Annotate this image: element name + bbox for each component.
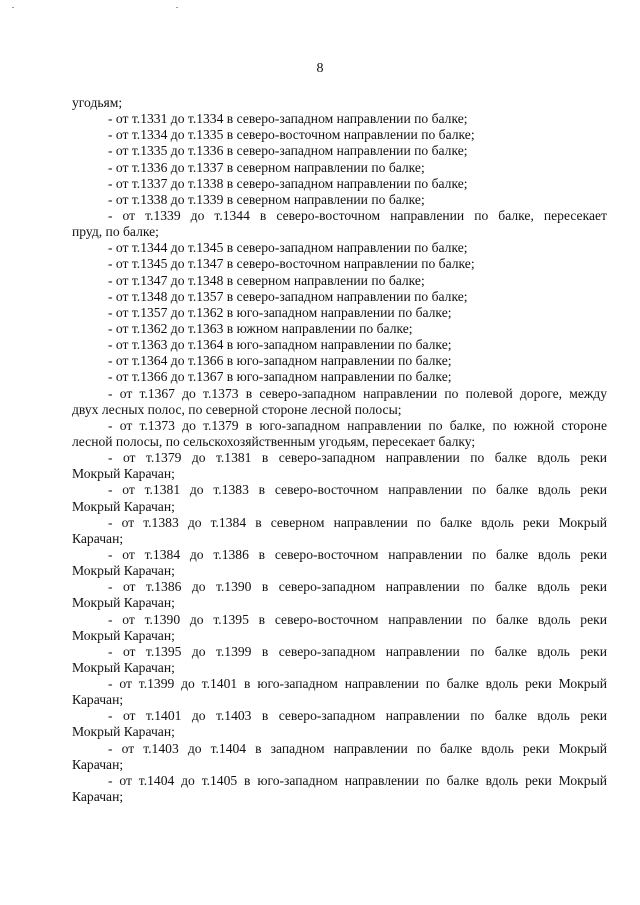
text-line: Карачан; bbox=[72, 756, 124, 772]
page-number: 8 bbox=[316, 61, 324, 76]
text-line: Карачан; bbox=[72, 530, 124, 546]
text-line: - от т.1399 до т.1401 в юго-западном направлении по балке вдоль реки Мокрый bbox=[108, 676, 607, 692]
text-line: - от т.1357 до т.1362 в юго-западном направлении по балке; bbox=[108, 304, 452, 320]
text-line: - от т.1344 до т.1345 в северо-западном направлении по балке; bbox=[108, 240, 468, 256]
text-line: - от т.1403 до т.1404 в западном направлении по балке вдоль реки Мокрый bbox=[108, 740, 607, 756]
text-line: - от т.1331 до т.1334 в северо-западном направлении по балке; bbox=[108, 111, 468, 127]
text-line: - от т.1335 до т.1336 в северо-западном направлении по балке; bbox=[108, 143, 468, 159]
text-line: Мокрый Карачан; bbox=[72, 724, 175, 740]
text-line: пруд, по балке; bbox=[72, 224, 159, 240]
text-line: - от т.1338 до т.1339 в северном направлении по балке; bbox=[108, 191, 425, 207]
text-line: Карачан; bbox=[72, 789, 124, 805]
document-body bbox=[72, 95, 607, 805]
text-line: - от т.1381 до т.1383 в северо-восточном направлении по балке вдоль реки bbox=[108, 482, 607, 498]
text-line: - от т.1390 до т.1395 в северо-восточном направлении по балке вдоль реки bbox=[108, 611, 607, 627]
text-line: Мокрый Карачан; bbox=[72, 659, 175, 675]
text-line: Мокрый Карачан; bbox=[72, 627, 175, 643]
text-line: - от т.1404 до т.1405 в юго-западном направлении по балке вдоль реки Мокрый bbox=[108, 772, 607, 788]
text-line: - от т.1379 до т.1381 в северо-западном направлении по балке вдоль реки bbox=[108, 450, 607, 466]
text-line: - от т.1362 до т.1363 в южном направлении по балке; bbox=[108, 320, 413, 336]
text-line: - от т.1364 до т.1366 в юго-западном направлении по балке; bbox=[108, 353, 452, 369]
text-line: лесной полосы, по сельскохозяйственным угодьям, пересекает балку; bbox=[72, 433, 476, 449]
text-line: - от т.1386 до т.1390 в северо-западном направлении по балке вдоль реки bbox=[108, 579, 607, 595]
text-line: - от т.1367 до т.1373 в северо-западном направлении по полевой дороге, между bbox=[108, 385, 607, 401]
text-line: Мокрый Карачан; bbox=[72, 498, 175, 514]
text-line: - от т.1401 до т.1403 в северо-западном направлении по балке вдоль реки bbox=[108, 708, 607, 724]
text-line: - от т.1348 до т.1357 в северо-западном направлении по балке; bbox=[108, 288, 468, 304]
text-line: - от т.1383 до т.1384 в северном направлении по балке вдоль реки Мокрый bbox=[108, 514, 607, 530]
text-line: - от т.1366 до т.1367 в юго-западном направлении по балке; bbox=[108, 369, 452, 385]
text-line: - от т.1345 до т.1347 в северо-восточном направлении по балке; bbox=[108, 256, 475, 272]
text-line: Мокрый Карачан; bbox=[72, 595, 175, 611]
scan-mark bbox=[176, 7, 178, 8]
text-line: - от т.1384 до т.1386 в северо-восточном направлении по балке вдоль реки bbox=[108, 546, 607, 562]
text-line: - от т.1339 до т.1344 в северо-восточном направлении по балке, пересекает bbox=[108, 207, 607, 223]
text-line: Мокрый Карачан; bbox=[72, 466, 175, 482]
text-line: Карачан; bbox=[72, 692, 124, 708]
text-line: - от т.1373 до т.1379 в юго-западном направлении по балке, по южной стороне bbox=[108, 417, 607, 433]
text-line: - от т.1334 до т.1335 в северо-восточном направлении по балке; bbox=[108, 127, 475, 143]
text-line: Мокрый Карачан; bbox=[72, 563, 175, 579]
text-line: - от т.1336 до т.1337 в северном направлении по балке; bbox=[108, 159, 425, 175]
text-line: - от т.1347 до т.1348 в северном направлении по балке; bbox=[108, 272, 425, 288]
scan-mark bbox=[12, 7, 14, 8]
text-line: угодьям; bbox=[72, 95, 123, 110]
text-line: двух лесных полос, по северной стороне лесной полосы; bbox=[72, 401, 402, 417]
text-line: - от т.1363 до т.1364 в юго-западном направлении по балке; bbox=[108, 337, 452, 353]
text-line: - от т.1395 до т.1399 в северо-западном направлении по балке вдоль реки bbox=[108, 643, 607, 659]
text-line: - от т.1337 до т.1338 в северо-западном направлении по балке; bbox=[108, 175, 468, 191]
